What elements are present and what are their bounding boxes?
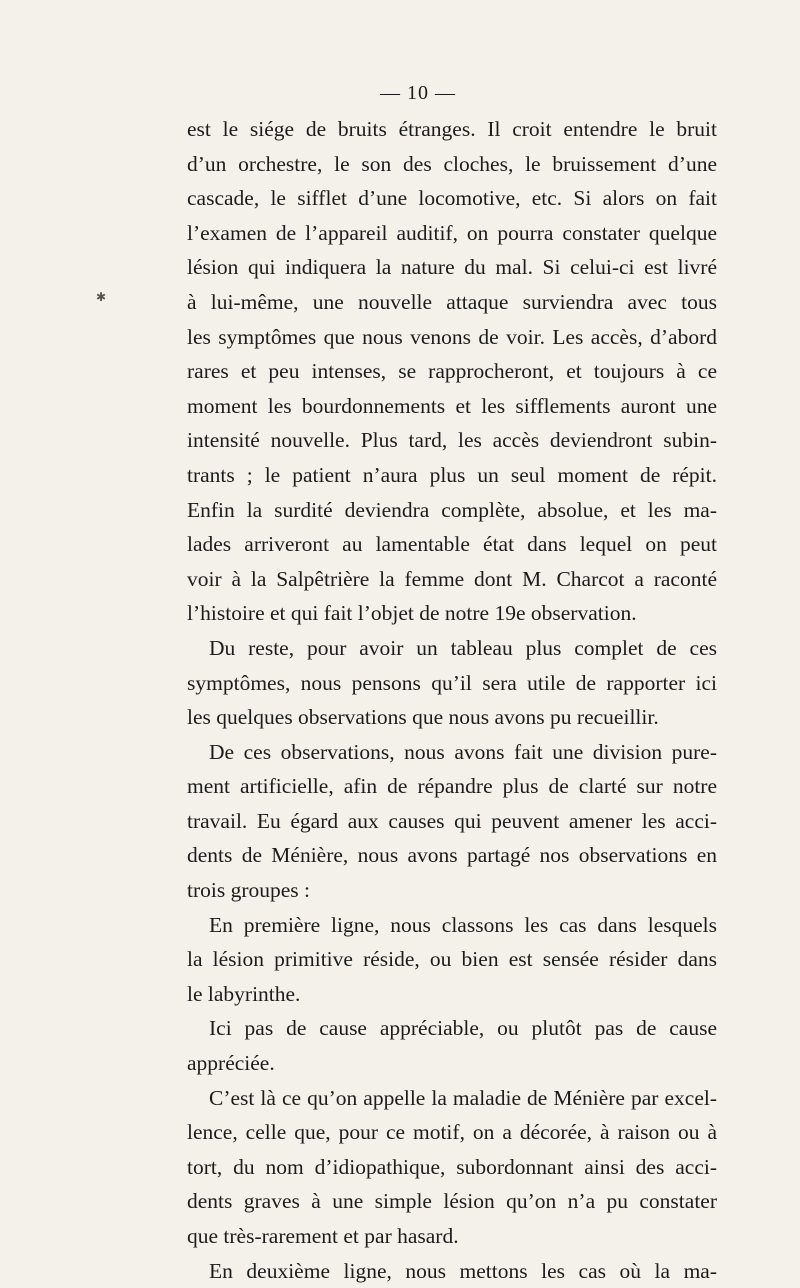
text-line: voir à la Salpêtrière la femme dont M. Charcot a raconté xyxy=(187,566,717,591)
text-line: intensité nouvelle. Plus tard, les accès deviendront subin- xyxy=(187,428,717,453)
margin-mark: ✱ xyxy=(96,290,107,304)
text-line: que très-rarement et par hasard. xyxy=(187,1224,459,1248)
text-line: dents de Ménière, nous avons partagé nos observations en xyxy=(187,843,717,868)
text-line: En première ligne, nous classons les cas dans lesquels xyxy=(209,912,717,937)
text-line: la lésion primitive réside, ou bien est sensée résider dans xyxy=(187,947,717,972)
text-line: Enfin la surdité deviendra complète, absolue, et les ma- xyxy=(187,497,717,522)
text-line: travail. Eu égard aux causes qui peuvent amener les acci- xyxy=(187,808,717,833)
text-line: lades arriveront au lamentable état dans lequel on peut xyxy=(187,532,717,557)
text-line: le labyrinthe. xyxy=(187,981,301,1006)
text-line: C’est là ce qu’on appelle la maladie de Ménière par excel- xyxy=(209,1085,717,1110)
text-line: rares et peu intenses, se rapprocheront, et toujours à ce xyxy=(187,359,717,384)
text-line: Du reste, pour avoir un tableau plus complet de ces xyxy=(209,635,717,660)
text-line: les symptômes que nous venons de voir. Les accès, d’abord xyxy=(187,324,717,349)
text-line: d’un orchestre, le son des cloches, le bruissement d’une xyxy=(187,151,717,176)
text-line: symptômes, nous pensons qu’il sera utile de rapporter ici xyxy=(187,670,717,695)
body-text xyxy=(187,112,717,1288)
text-line: trois groupes : xyxy=(187,878,311,903)
text-line: lence, celle que, pour ce motif, on a décorée, à raison ou à xyxy=(187,1120,717,1145)
text-line: ment artificielle, afin de répandre plus de clarté sur notre xyxy=(187,774,717,799)
page-number: — 10 — xyxy=(380,82,456,104)
text-line: les quelques observations que nous avons pu recueillir. xyxy=(187,705,659,730)
text-line: lésion qui indiquera la nature du mal. Si celui-ci est livré xyxy=(187,255,717,280)
text-line: tort, du nom d’idiopathique, subordonnant ainsi des acci- xyxy=(187,1154,717,1179)
text-line: En deuxième ligne, nous mettons les cas où la ma- xyxy=(209,1258,717,1283)
text-line: l’histoire et qui fait l’objet de notre 19e observation. xyxy=(187,601,637,626)
text-line: moment les bourdonnements et les sifflements auront une xyxy=(187,393,717,418)
text-line: à lui-même, une nouvelle attaque surviendra avec tous xyxy=(187,289,717,314)
text-line: dents graves à une simple lésion qu’on n’a pu constater xyxy=(187,1189,717,1214)
text-line: De ces observations, nous avons fait une division pure- xyxy=(209,739,717,764)
text-line: Ici pas de cause appréciable, ou plutôt pas de cause xyxy=(209,1016,717,1041)
text-line: appréciée. xyxy=(187,1051,275,1076)
text-line: trants ; le patient n’aura plus un seul moment de répit. xyxy=(187,462,717,487)
text-line: est le siége de bruits étranges. Il croit entendre le bruit xyxy=(187,117,717,141)
text-line: l’examen de l’appareil auditif, on pourra constater quelque xyxy=(187,220,717,245)
text-line: cascade, le sifflet d’une locomotive, etc. Si alors on fait xyxy=(187,186,717,211)
